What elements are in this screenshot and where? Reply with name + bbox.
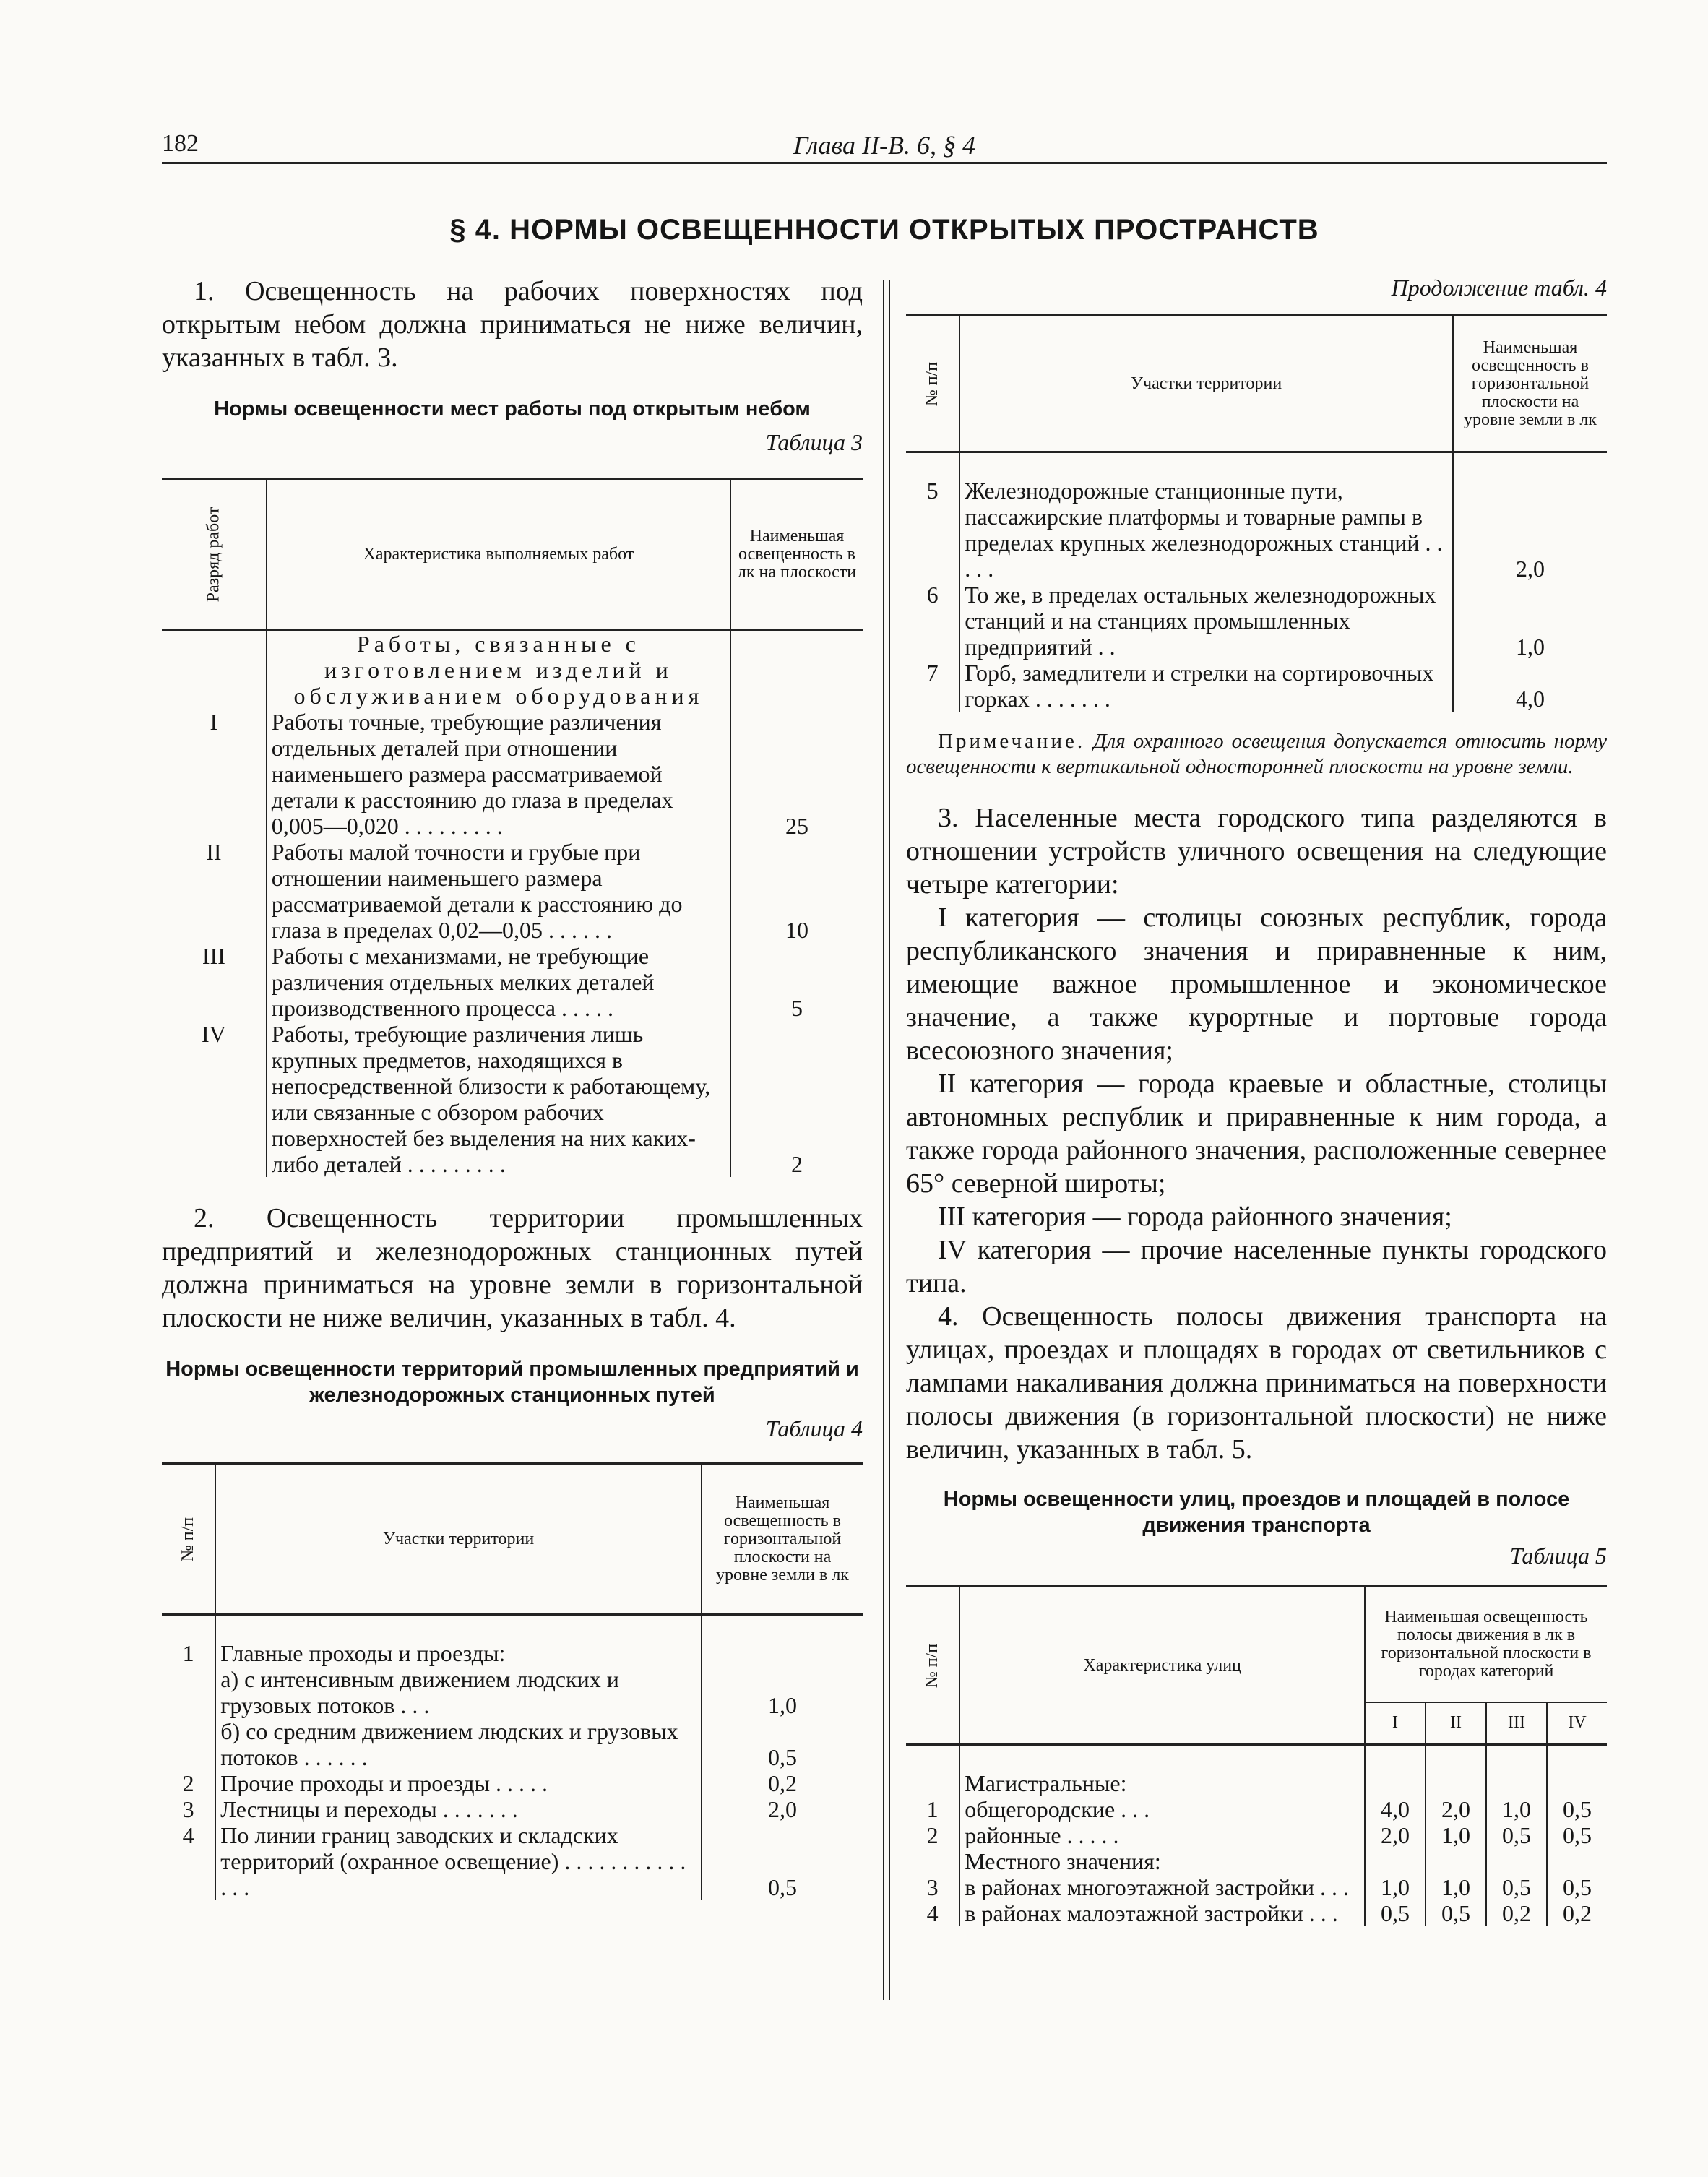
table-row bbox=[162, 1666, 863, 1718]
row-text: Лестницы и переходы . . . . . . . bbox=[215, 1796, 702, 1822]
row-value-cat-1: 1,0 bbox=[1365, 1874, 1426, 1900]
row-text: Работы малой точности и грубые при отношении наименьшего размера рассматриваемой детали к расстоянию до глаза в пределах 0,02—0,05 . . . . . . bbox=[267, 839, 730, 943]
row-value-cat-2: 1,0 bbox=[1426, 1822, 1486, 1848]
row-text: Работы точные, требующие различения отдельных деталей при отношении наименьшего размера рассматриваемой детали к расстоянию до глаза в пределах 0,005—0,020 . . . . . . . . . bbox=[267, 709, 730, 839]
table-row bbox=[162, 1640, 863, 1666]
row-text: районные . . . . . bbox=[959, 1822, 1365, 1848]
table-4-note bbox=[906, 729, 1607, 780]
table-row bbox=[906, 478, 1607, 582]
table-3-label: Таблица 3 bbox=[765, 429, 863, 455]
row-value: 0,5 bbox=[768, 1874, 797, 1900]
table-5-header-no: № п/п bbox=[906, 1587, 959, 1745]
row-value-cat-1: 0,5 bbox=[1365, 1900, 1426, 1926]
column-divider bbox=[889, 280, 890, 2000]
row-value: 2 bbox=[791, 1151, 803, 1177]
row-number bbox=[906, 1770, 959, 1796]
row-text: Работы с механизмами, не требующие различения отдельных мелких деталей производственного процесса . . . . . bbox=[267, 943, 730, 1021]
row-value-cat-2: 2,0 bbox=[1426, 1796, 1486, 1822]
table-row bbox=[906, 660, 1607, 712]
row-number: 4 bbox=[162, 1822, 215, 1900]
row-value-cat-2: 0,5 bbox=[1426, 1900, 1486, 1926]
table-4-continuation-label: Продолжение табл. 4 bbox=[1391, 275, 1607, 301]
section-title: § 4. НОРМЫ ОСВЕЩЕННОСТИ ОТКРЫТЫХ ПРОСТРАНСТВ bbox=[449, 214, 1319, 246]
paragraph-4: 4. Освещенность полосы движения транспорта на улицах, проездах и площадях в городах от светильников с лампами накаливания должна приниматься на поверхности полосы движения (в горизонтальной плоскости) не ниже величин, указанных в табл. 5. bbox=[906, 1301, 1607, 1465]
left-column bbox=[162, 275, 863, 1900]
row-text: Горб, замедлители и стрелки на сортировочных горках . . . . . . . bbox=[959, 660, 1453, 712]
table-row bbox=[162, 1822, 863, 1900]
table-row bbox=[906, 1900, 1607, 1926]
table-5-header-cat-2: II bbox=[1426, 1702, 1486, 1745]
table-row bbox=[906, 1848, 1607, 1874]
row-text: а) с интенсивным движением людских и грузовых потоков . . . bbox=[215, 1666, 702, 1718]
row-number: 4 bbox=[906, 1900, 959, 1926]
table-5-header-cat-3: III bbox=[1486, 1702, 1547, 1745]
row-text: общегородские . . . bbox=[959, 1796, 1365, 1822]
table-3 bbox=[162, 478, 863, 1177]
row-text: Магистральные: bbox=[959, 1770, 1365, 1796]
table-row bbox=[162, 709, 863, 839]
row-text: Работы, требующие различения лишь крупных предметов, находящихся в непосредственной близости к работающему, или связанные с обзором рабочих поверхностей без выделения на них каких-либо деталей . . . . . . . . . bbox=[267, 1021, 730, 1177]
row-number: 7 bbox=[906, 660, 959, 712]
row-value-cat-3: 0,2 bbox=[1486, 1900, 1547, 1926]
table-5-header-value: Наименьшая освещенность полосы движения в лк в горизонтальной плоскости в городах категорий bbox=[1365, 1587, 1607, 1702]
category-4: IV категория — прочие населенные пункты городского типа. bbox=[906, 1235, 1607, 1298]
row-value bbox=[702, 1640, 863, 1666]
table-row bbox=[906, 1796, 1607, 1822]
row-value: 1,0 bbox=[768, 1692, 797, 1718]
row-value-cat-4: 0,5 bbox=[1563, 1874, 1592, 1900]
table-row bbox=[162, 839, 863, 943]
row-rank: III bbox=[162, 943, 267, 1021]
table-4-continued bbox=[906, 314, 1607, 712]
page-number: 182 bbox=[162, 130, 199, 157]
paragraph-2: 2. Освещенность территории промышленных предприятий и железнодорожных станционных путей должна приниматься на уровне земли в горизонтальной плоскости не ниже величин, указанных в табл. 4. bbox=[162, 1203, 863, 1333]
table-row bbox=[906, 582, 1607, 660]
right-column bbox=[906, 275, 1607, 1926]
row-text: б) со средним движением людских и грузовых потоков . . . . . . bbox=[215, 1718, 702, 1770]
row-text: То же, в пределах остальных железнодорожных станций и на станциях промышленных предприятий . . bbox=[959, 582, 1453, 660]
row-number: 2 bbox=[906, 1822, 959, 1848]
row-value: 0,2 bbox=[768, 1770, 797, 1796]
row-value: 2,0 bbox=[1516, 556, 1545, 582]
row-value: 2,0 bbox=[768, 1796, 797, 1822]
table-5-header-cat-1: I bbox=[1365, 1702, 1426, 1745]
table-3-header-value: Наименьшая освещенность в лк на плоскости bbox=[730, 479, 863, 630]
table-4-title: Нормы освещенности территорий промышленных предприятий и железнодорожных станционных путей bbox=[165, 1358, 859, 1407]
table-4-label: Таблица 4 bbox=[765, 1415, 863, 1441]
table-row bbox=[162, 1718, 863, 1770]
table-4-header-no: № п/п bbox=[162, 1464, 215, 1615]
running-head: Глава II-В. 6, § 4 bbox=[793, 131, 976, 160]
row-value-cat-4: 0,2 bbox=[1563, 1900, 1592, 1926]
category-1: I категория — столицы союзных республик, города республиканского значения и приравненные к ним, имеющие важное промышленное и экономическое значение, а также курортные и портовые города всесоюзного значения; bbox=[906, 902, 1607, 1066]
row-value-cat-3: 0,5 bbox=[1486, 1822, 1547, 1848]
row-value-cat-2 bbox=[1426, 1848, 1486, 1874]
table-4 bbox=[162, 1462, 863, 1900]
row-number: 6 bbox=[906, 582, 959, 660]
row-value-cat-1: 2,0 bbox=[1365, 1822, 1426, 1848]
row-value-cat-2 bbox=[1426, 1770, 1486, 1796]
row-value: 4,0 bbox=[1516, 686, 1545, 712]
row-text: По линии границ заводских и складских территорий (охранное освещение) . . . . . . . . . . . . . . bbox=[215, 1822, 702, 1900]
row-value-cat-4: 0,5 bbox=[1563, 1822, 1592, 1848]
table-4-cont-header-value: Наименьшая освещенность в горизонтальной плоскости на уровне земли в лк bbox=[1453, 316, 1607, 452]
row-value: 25 bbox=[785, 813, 808, 839]
row-rank: II bbox=[162, 839, 267, 943]
table-row bbox=[162, 943, 863, 1021]
table-row bbox=[162, 1021, 863, 1177]
row-value-cat-1 bbox=[1365, 1848, 1426, 1874]
category-3: III категория — города районного значения; bbox=[938, 1202, 1452, 1232]
row-value-cat-3: 0,5 bbox=[1486, 1874, 1547, 1900]
row-number bbox=[162, 1666, 215, 1718]
row-number: 1 bbox=[906, 1796, 959, 1822]
table-row bbox=[906, 1822, 1607, 1848]
table-3-title: Нормы освещенности мест работы под открытым небом bbox=[214, 397, 811, 421]
table-5-title: Нормы освещенности улиц, проездов и площадей в полосе движения транспорта bbox=[943, 1488, 1570, 1537]
table-5-header-cat-4: IV bbox=[1547, 1702, 1607, 1745]
table-5 bbox=[906, 1585, 1607, 1926]
category-2: II категория — города краевые и областные, столицы автономных республик и приравненные к ним города, а также города районного значения, расположенные севернее 65° северной широты; bbox=[906, 1069, 1607, 1199]
row-number: 3 bbox=[162, 1796, 215, 1822]
table-5-label: Таблица 5 bbox=[1509, 1543, 1607, 1569]
row-text: Главные проходы и проезды: bbox=[215, 1640, 702, 1666]
row-number bbox=[162, 1718, 215, 1770]
note-text: Для охранного освещения допускается относить норму освещенности к вертикальной односторонней плоскости на уровне земли. bbox=[906, 730, 1608, 778]
row-value-cat-1: 4,0 bbox=[1365, 1796, 1426, 1822]
table-3-header-characteristic: Характеристика выполняемых работ bbox=[267, 479, 730, 630]
row-number bbox=[906, 1848, 959, 1874]
row-text: Местного значения: bbox=[959, 1848, 1365, 1874]
page-header bbox=[162, 130, 1607, 164]
table-3-group-heading: Работы, связанные с изготовлением изделий и обслуживанием оборудования bbox=[267, 630, 730, 710]
table-5-header-street: Характеристика улиц bbox=[959, 1587, 1365, 1745]
table-row bbox=[162, 1770, 863, 1796]
row-number: 2 bbox=[162, 1770, 215, 1796]
table-4-cont-header-no: № п/п bbox=[906, 316, 959, 452]
row-text: Прочие проходы и проезды . . . . . bbox=[215, 1770, 702, 1796]
table-row bbox=[906, 1874, 1607, 1900]
row-value-cat-3 bbox=[1486, 1770, 1547, 1796]
paragraph-1: 1. Освещенность на рабочих поверхностях под открытым небом должна приниматься не ниже величин, указанных в табл. 3. bbox=[162, 276, 863, 373]
row-rank: IV bbox=[162, 1021, 267, 1177]
table-4-header-area: Участки территории bbox=[215, 1464, 702, 1615]
note-lead: Примечание. bbox=[938, 730, 1086, 753]
row-value-cat-4: 0,5 bbox=[1563, 1796, 1592, 1822]
row-value: 5 bbox=[791, 995, 803, 1021]
row-text: Железнодорожные станционные пути, пассажирские платформы и товарные рампы в пределах крупных железнодорожных станций . . . . . bbox=[959, 478, 1453, 582]
row-number: 3 bbox=[906, 1874, 959, 1900]
table-row bbox=[162, 1796, 863, 1822]
table-3-header-rank: Разряд работ bbox=[162, 479, 267, 630]
row-text: в районах малоэтажной застройки . . . bbox=[959, 1900, 1365, 1926]
row-value: 1,0 bbox=[1516, 634, 1545, 660]
row-value: 0,5 bbox=[768, 1744, 797, 1770]
table-4-header-value: Наименьшая освещенность в горизонтальной плоскости на уровне земли в лк bbox=[702, 1464, 863, 1615]
row-value-cat-2: 1,0 bbox=[1426, 1874, 1486, 1900]
row-text: в районах многоэтажной застройки . . . bbox=[959, 1874, 1365, 1900]
row-value-cat-4 bbox=[1547, 1770, 1607, 1796]
row-value-cat-3 bbox=[1486, 1848, 1547, 1874]
row-value-cat-1 bbox=[1365, 1770, 1426, 1796]
table-row bbox=[906, 1770, 1607, 1796]
row-value-cat-4 bbox=[1547, 1848, 1607, 1874]
row-value-cat-3: 1,0 bbox=[1486, 1796, 1547, 1822]
paragraph-3: 3. Населенные места городского типа разделяются в отношении устройств уличного освещения на следующие четыре категории: bbox=[906, 803, 1607, 900]
row-number: 1 bbox=[162, 1640, 215, 1666]
table-4-cont-header-area: Участки территории bbox=[959, 316, 1453, 452]
row-value: 10 bbox=[785, 917, 808, 943]
row-number: 5 bbox=[906, 478, 959, 582]
column-divider bbox=[883, 280, 884, 2000]
row-rank: I bbox=[162, 709, 267, 839]
